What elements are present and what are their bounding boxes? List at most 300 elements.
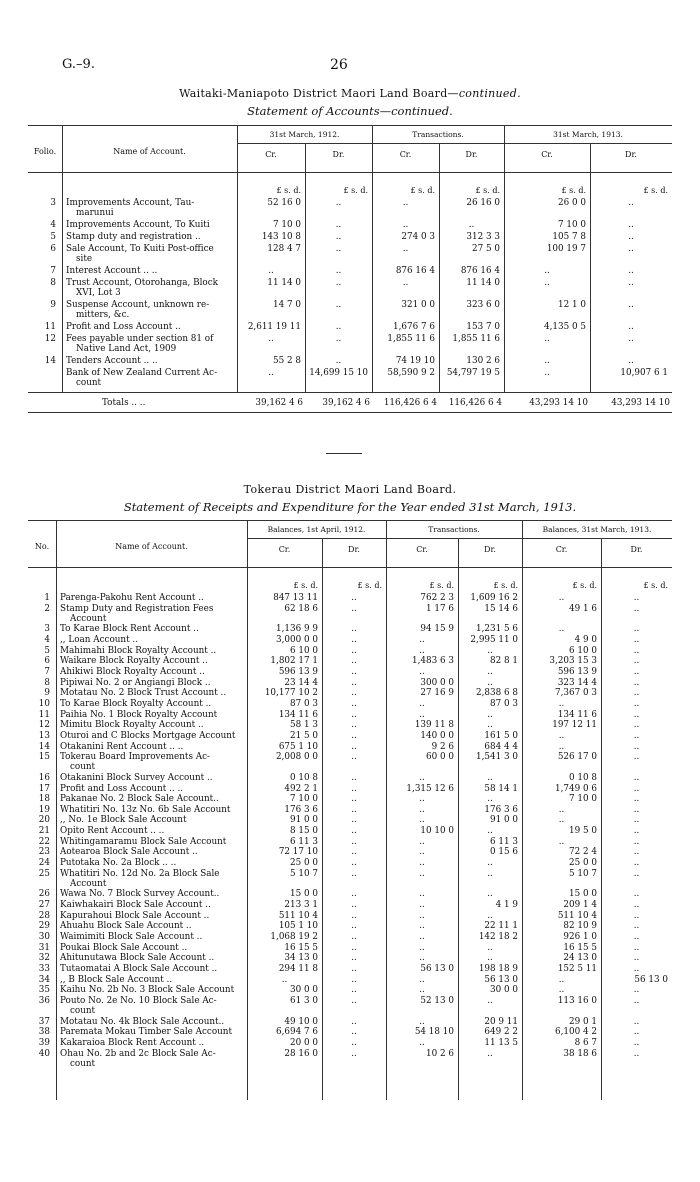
amount-cell: ..	[544, 278, 550, 288]
account-name: Tokerau Board Improvements Ac-	[60, 752, 211, 763]
amount-cell: 142 18 2	[478, 932, 518, 942]
amount-cell: ..	[419, 889, 425, 900]
amount-cell: 10 2 6	[426, 1048, 454, 1059]
col-header-dr: Dr.	[348, 545, 360, 554]
col-header-cr: Cr.	[416, 545, 428, 554]
amount-cell: ..	[335, 244, 342, 254]
row-number: 8	[50, 278, 56, 288]
amount-cell: 1,483 6 3	[412, 656, 454, 667]
account-name: site	[76, 254, 93, 264]
account-name: Mahimahi Block Royalty Account ..	[60, 645, 217, 656]
amount-cell: ..	[335, 300, 342, 310]
account-name: ,, Loan Account ..	[60, 635, 138, 645]
totals-cell: 39,162 4 6	[255, 398, 303, 408]
amount-cell: ..	[419, 985, 425, 996]
amount-cell: 274 0 3	[401, 232, 435, 242]
amount-cell: ..	[468, 220, 475, 230]
amount-cell: 8 15 0	[290, 826, 318, 837]
amount-cell: 30 0 0	[490, 985, 518, 996]
amount-cell: ..	[544, 356, 550, 366]
amount-cell: ..	[633, 1016, 640, 1027]
row-number: 21	[38, 826, 50, 837]
row-number: 23	[38, 847, 50, 858]
amount-cell: ..	[628, 322, 634, 332]
row-number: 4	[44, 635, 50, 645]
amount-cell: 113 16 0	[557, 995, 597, 1006]
amount-cell: ..	[335, 278, 342, 288]
amount-cell: ..	[351, 932, 357, 942]
amount-cell: 38 18 6	[563, 1048, 597, 1059]
account-name: To Karae Block Rent Account ..	[60, 624, 199, 635]
amount-cell: 128 4 7	[267, 244, 301, 254]
amount-cell: 153 7 0	[466, 322, 500, 332]
amount-cell: ..	[351, 804, 357, 815]
row-number: 19	[38, 804, 50, 815]
amount-cell: ..	[419, 900, 425, 911]
amount-cell: 20 9 11	[484, 1016, 518, 1027]
totals-cell: 39,162 4 6	[322, 398, 370, 408]
row-number: 27	[38, 900, 50, 911]
amount-cell: 511 10 4	[278, 910, 318, 921]
amount-cell: ..	[633, 815, 640, 826]
amount-cell: ..	[351, 826, 357, 837]
row-number: 38	[38, 1027, 50, 1038]
amount-cell: 94 15 9	[420, 624, 454, 635]
amount-cell: ..	[419, 698, 425, 709]
account-name: Waikare Block Royalty Account ..	[60, 656, 208, 667]
amount-cell: ..	[419, 974, 425, 985]
amount-cell: ..	[633, 666, 640, 677]
account-name: Mimitu Block Royalty Account ..	[60, 720, 204, 731]
amount-cell: ..	[419, 1037, 425, 1048]
amount-cell: ..	[351, 836, 357, 847]
amount-cell: ..	[558, 836, 565, 847]
amount-cell: ..	[419, 942, 425, 953]
row-number: 13	[38, 730, 50, 741]
amount-cell: 62 18 6	[284, 603, 318, 614]
amount-cell: ..	[633, 1027, 640, 1038]
amount-cell: 134 11 6	[278, 709, 318, 720]
amount-cell: ..	[335, 322, 342, 332]
row-number: 3	[50, 198, 56, 208]
currency-header: £ s. d.	[561, 186, 586, 195]
account-name: Paremata Mokau Timber Sale Account	[60, 1027, 232, 1038]
amount-cell: ..	[351, 709, 357, 720]
rule-line	[28, 125, 672, 126]
amount-cell: 323 14 4	[557, 677, 597, 688]
col-group-header: Transactions.	[412, 130, 464, 139]
amount-cell: 11 13 5	[484, 1037, 518, 1048]
amount-cell: 130 2 6	[466, 356, 500, 366]
amount-cell: ..	[351, 772, 357, 783]
amount-cell: ..	[419, 836, 425, 847]
account-name: marunui	[76, 208, 114, 218]
amount-cell: ..	[419, 1016, 425, 1027]
amount-cell: ..	[487, 645, 493, 656]
currency-header: £ s. d.	[343, 186, 368, 195]
amount-cell: 60 0 0	[426, 752, 454, 763]
col-header-name: Name of Account.	[113, 147, 186, 156]
amount-cell: 6,694 7 6	[276, 1027, 318, 1038]
amount-cell: 1,609 16 2	[470, 593, 518, 603]
currency-header: £ s. d.	[276, 186, 301, 195]
amount-cell: 321 0 0	[401, 300, 435, 310]
page-series-label: G.–9.	[62, 57, 95, 72]
table1-subtitle: Statement of Accounts—continued.	[247, 104, 453, 118]
col-group-header: Transactions.	[428, 525, 480, 534]
amount-cell: 300 0 0	[420, 677, 454, 688]
col-header-cr: Cr.	[541, 150, 553, 159]
amount-cell: ..	[351, 858, 357, 869]
account-name: Whatitiri No. 12d No. 2a Block Sale	[60, 868, 220, 879]
rule-line	[62, 125, 63, 392]
amount-cell: ..	[419, 815, 425, 826]
row-number: 7	[44, 666, 50, 677]
amount-cell: ..	[487, 995, 493, 1006]
amount-cell: 176 3 6	[484, 804, 518, 815]
amount-cell: ..	[335, 334, 342, 344]
amount-cell: ..	[351, 974, 357, 985]
amount-cell: 1,855 11 6	[452, 334, 500, 344]
account-name: Tenders Account .. ..	[66, 356, 158, 366]
amount-cell: ..	[544, 334, 550, 344]
amount-cell: ..	[633, 1048, 640, 1059]
row-number: 24	[38, 858, 50, 869]
account-name: Native Land Act, 1909	[76, 344, 177, 354]
amount-cell: ..	[633, 910, 640, 921]
account-name: Motatau No. 2 Block Trust Account ..	[60, 688, 227, 699]
amount-cell: 10,907 6 1	[620, 368, 668, 378]
amount-cell: 1,231 5 6	[476, 624, 518, 635]
account-name: Pipiwai No. 2 or Angiangi Block ..	[60, 677, 211, 688]
amount-cell: ..	[335, 232, 342, 242]
amount-cell: ..	[628, 356, 634, 366]
account-name: Profit and Loss Account .. ..	[60, 783, 184, 794]
row-number: 6	[50, 244, 56, 254]
amount-cell: ..	[628, 244, 634, 254]
amount-cell: 1,136 9 9	[276, 624, 318, 635]
account-name: Waimimiti Block Sale Account ..	[60, 932, 203, 942]
amount-cell: 6,100 4 2	[555, 1027, 597, 1038]
row-number: 31	[38, 942, 50, 953]
account-name: count	[70, 1058, 96, 1069]
amount-cell: 19 5 0	[569, 826, 597, 837]
amount-cell: 82 8 1	[490, 656, 518, 667]
amount-cell: 596 13 9	[557, 666, 597, 677]
amount-cell: 7 10 0	[273, 220, 301, 230]
amount-cell: 7,367 0 3	[555, 688, 597, 699]
amount-cell: 52 16 0	[267, 198, 301, 208]
amount-cell: 2,838 6 8	[476, 688, 518, 699]
amount-cell: ..	[633, 921, 640, 932]
amount-cell: ..	[351, 1027, 357, 1038]
amount-cell: 675 1 10	[278, 741, 318, 752]
currency-header: £ s. d.	[293, 581, 318, 590]
amount-cell: ..	[351, 656, 357, 667]
account-name: Ahitunutawa Block Sale Account ..	[60, 953, 215, 964]
amount-cell: ..	[487, 794, 493, 805]
amount-cell: ..	[419, 932, 425, 942]
amount-cell: ..	[558, 593, 565, 603]
amount-cell: ..	[633, 836, 640, 847]
amount-cell: 1,802 17 1	[270, 656, 318, 667]
amount-cell: 134 11 6	[557, 709, 597, 720]
amount-cell: ..	[633, 783, 640, 794]
amount-cell: 82 10 9	[563, 921, 597, 932]
amount-cell: ..	[351, 1016, 357, 1027]
row-number: 34	[38, 974, 50, 985]
rule-line	[372, 125, 373, 392]
amount-cell: 72 2 4	[569, 847, 597, 858]
amount-cell: 54,797 19 5	[446, 368, 500, 378]
amount-cell: ..	[351, 645, 357, 656]
amount-cell: 11 14 0	[267, 278, 301, 288]
amount-cell: ..	[558, 730, 565, 741]
row-number: 15	[38, 752, 50, 763]
amount-cell: ..	[544, 368, 550, 378]
amount-cell: 0 10 8	[569, 772, 597, 783]
row-number: 29	[38, 921, 50, 932]
amount-cell: 1,749 0 6	[555, 783, 597, 794]
row-number: 17	[38, 783, 50, 794]
amount-cell: 29 0 1	[569, 1016, 597, 1027]
amount-cell: ..	[419, 953, 425, 964]
currency-header: £ s. d.	[475, 186, 500, 195]
amount-cell: 58,590 9 2	[387, 368, 435, 378]
amount-cell: ..	[268, 368, 274, 378]
amount-cell: 22 11 1	[484, 921, 518, 932]
amount-cell: 6 11 3	[290, 836, 318, 847]
currency-header: £ s. d.	[429, 581, 454, 590]
amount-cell: 511 10 4	[557, 910, 597, 921]
amount-cell: ..	[633, 868, 640, 879]
amount-cell: 27 5 0	[472, 244, 500, 254]
col-group-header: 31st March, 1912.	[269, 130, 340, 139]
amount-cell: ..	[335, 356, 342, 366]
amount-cell: ..	[487, 772, 493, 783]
amount-cell: ..	[487, 677, 493, 688]
amount-cell: 20 0 0	[290, 1037, 318, 1048]
col-header-dr: Dr.	[484, 545, 496, 554]
section-divider	[326, 453, 362, 454]
col-header-dr: Dr.	[332, 150, 345, 159]
amount-cell: 4 1 9	[495, 900, 518, 911]
amount-cell: 16 15 5	[284, 942, 318, 953]
amount-cell: ..	[419, 772, 425, 783]
amount-cell: ..	[402, 278, 409, 288]
amount-cell: ..	[351, 794, 357, 805]
amount-cell: 27 16 9	[420, 688, 454, 699]
row-number: 14	[38, 741, 50, 752]
amount-cell: ..	[633, 847, 640, 858]
amount-cell: ..	[351, 868, 357, 879]
account-name: Account	[70, 613, 107, 624]
amount-cell: 24 13 0	[563, 953, 597, 964]
table1-title	[0, 87, 700, 100]
amount-cell: ..	[633, 772, 640, 783]
amount-cell: ..	[487, 868, 493, 879]
col-group-header: Balances, 31st March, 1913.	[542, 525, 652, 534]
amount-cell: 649 2 2	[484, 1027, 518, 1038]
amount-cell: ..	[633, 656, 640, 667]
amount-cell: 10,177 10 2	[264, 688, 318, 699]
totals-cell: 116,426 6 4	[448, 398, 502, 408]
amount-cell: 28 16 0	[284, 1048, 318, 1059]
table1-title-suffix: —continued.	[447, 87, 521, 100]
amount-cell: ..	[351, 847, 357, 858]
amount-cell: 526 17 0	[557, 752, 597, 763]
rule-line	[504, 125, 505, 392]
amount-cell: ..	[351, 995, 357, 1006]
row-number: 16	[38, 772, 50, 783]
row-number: 10	[38, 698, 50, 709]
amount-cell: ..	[633, 889, 640, 900]
account-name: ,, No. 1e Block Sale Account	[60, 815, 187, 826]
amount-cell: 2,008 0 0	[276, 752, 318, 763]
account-name: mitters, &c.	[76, 310, 130, 320]
totals-cell: 43,293 14 10	[529, 398, 588, 408]
amount-cell: 25 0 0	[569, 858, 597, 869]
account-name: Kakaraioa Block Rent Account ..	[60, 1037, 205, 1048]
amount-cell: ..	[633, 645, 640, 656]
amount-cell: 1,068 19 2	[270, 932, 318, 942]
account-name: Parenga-Pakohu Rent Account ..	[60, 593, 204, 603]
account-name: Profit and Loss Account ..	[66, 322, 181, 332]
row-number: 39	[38, 1037, 50, 1048]
amount-cell: 15 0 0	[569, 889, 597, 900]
amount-cell: 4 9 0	[574, 635, 597, 645]
currency-header: £ s. d.	[643, 581, 668, 590]
account-name: Paihia No. 1 Block Royalty Account	[60, 709, 218, 720]
account-name: count	[70, 1005, 96, 1016]
account-name: Wawa No. 7 Block Survey Account..	[60, 889, 220, 900]
rule-line	[28, 172, 672, 173]
amount-cell: ..	[633, 1037, 640, 1048]
amount-cell: ..	[558, 985, 565, 996]
amount-cell: ..	[487, 666, 493, 677]
amount-cell: 91 0 0	[290, 815, 318, 826]
rule-line	[28, 412, 672, 413]
amount-cell: ..	[558, 624, 565, 635]
amount-cell: ..	[633, 709, 640, 720]
amount-cell: ..	[633, 942, 640, 953]
account-name: Ahuahu Block Sale Account ..	[60, 921, 192, 932]
account-name: Poukai Block Sale Account ..	[60, 942, 188, 953]
row-number: 36	[38, 995, 50, 1006]
row-number: 3	[44, 624, 50, 635]
amount-cell: 25 0 0	[290, 858, 318, 869]
account-name: Tutaomatai A Block Sale Account ..	[60, 963, 218, 974]
amount-cell: ..	[628, 300, 634, 310]
row-number: 8	[44, 677, 50, 688]
amount-cell: 52 13 0	[420, 995, 454, 1006]
col-header-dr: Dr.	[465, 150, 478, 159]
account-name: Otakanini Rent Account .. ..	[60, 741, 184, 752]
amount-cell: ..	[419, 847, 425, 858]
amount-cell: ..	[351, 720, 357, 731]
amount-cell: 10 10 0	[420, 826, 454, 837]
amount-cell: ..	[419, 666, 425, 677]
amount-cell: 140 0 0	[420, 730, 454, 741]
col-header-dr: Dr.	[625, 150, 637, 159]
amount-cell: ..	[487, 826, 493, 837]
amount-cell: ..	[487, 720, 493, 731]
row-number: 14	[44, 356, 56, 366]
amount-cell: 0 10 8	[290, 772, 318, 783]
amount-cell: 72 17 10	[278, 847, 318, 858]
row-number: 11	[44, 322, 56, 332]
account-name: Stamp duty and registration ..	[66, 232, 201, 242]
amount-cell: 139 11 8	[414, 720, 454, 731]
amount-cell: ..	[633, 624, 640, 635]
account-name: count	[70, 762, 96, 773]
amount-cell: 198 18 9	[478, 963, 518, 974]
totals-cell: 43,293 14 10	[611, 398, 670, 408]
row-number: 5	[50, 232, 56, 242]
row-number: 20	[38, 815, 50, 826]
amount-cell: ..	[351, 666, 357, 677]
amount-cell: ..	[558, 815, 565, 826]
row-number: 9	[50, 300, 56, 310]
row-number: 12	[38, 720, 50, 731]
amount-cell: ..	[487, 709, 493, 720]
amount-cell: ..	[268, 334, 274, 344]
amount-cell: 213 3 1	[284, 900, 318, 911]
amount-cell: 58 1 3	[290, 720, 318, 731]
amount-cell: 7 10 0	[558, 220, 586, 230]
amount-cell: 197 12 11	[552, 720, 597, 731]
currency-header: £ s. d.	[572, 581, 597, 590]
amount-cell: ..	[351, 741, 357, 752]
account-name: Pouto No. 2e No. 10 Block Sale Ac-	[60, 995, 217, 1006]
amount-cell: 1 17 6	[426, 603, 454, 614]
rule-line	[28, 392, 672, 393]
col-header-dr: Dr.	[630, 545, 643, 554]
row-number: 32	[38, 953, 50, 964]
row-number: 11	[38, 709, 50, 720]
amount-cell: ..	[351, 953, 357, 964]
amount-cell: ..	[351, 910, 357, 921]
amount-cell: ..	[335, 198, 342, 208]
account-name: Whitingamaramu Block Sale Account	[60, 836, 227, 847]
rule-line	[237, 143, 672, 144]
amount-cell: ..	[487, 953, 493, 964]
amount-cell: 61 3 0	[290, 995, 318, 1006]
account-name: Opito Rent Account .. ..	[60, 826, 165, 837]
amount-cell: ..	[628, 334, 634, 344]
amount-cell: ..	[633, 698, 640, 709]
amount-cell: 14,699 15 10	[309, 368, 368, 378]
amount-cell: ..	[351, 921, 357, 932]
account-name: Ahikiwi Block Royalty Account ..	[60, 666, 205, 677]
amount-cell: 26 16 0	[466, 198, 500, 208]
row-number: 7	[50, 266, 56, 276]
amount-cell: 161 5 0	[484, 730, 518, 741]
account-name: Improvements Account, Tau-	[66, 198, 195, 208]
col-header-name: Name of Account.	[115, 542, 188, 551]
amount-cell: 294 11 8	[278, 963, 318, 974]
amount-cell: 1,315 12 6	[406, 783, 454, 794]
amount-cell: ..	[335, 266, 342, 276]
amount-cell: 1,676 7 6	[393, 322, 435, 332]
totals-cell: 116,426 6 4	[383, 398, 437, 408]
currency-header: £ s. d.	[643, 186, 668, 195]
amount-cell: 87 0 3	[290, 698, 318, 709]
amount-cell: 596 13 9	[278, 666, 318, 677]
amount-cell: ..	[335, 220, 342, 230]
amount-cell: ..	[351, 730, 357, 741]
amount-cell: 323 6 0	[466, 300, 500, 310]
